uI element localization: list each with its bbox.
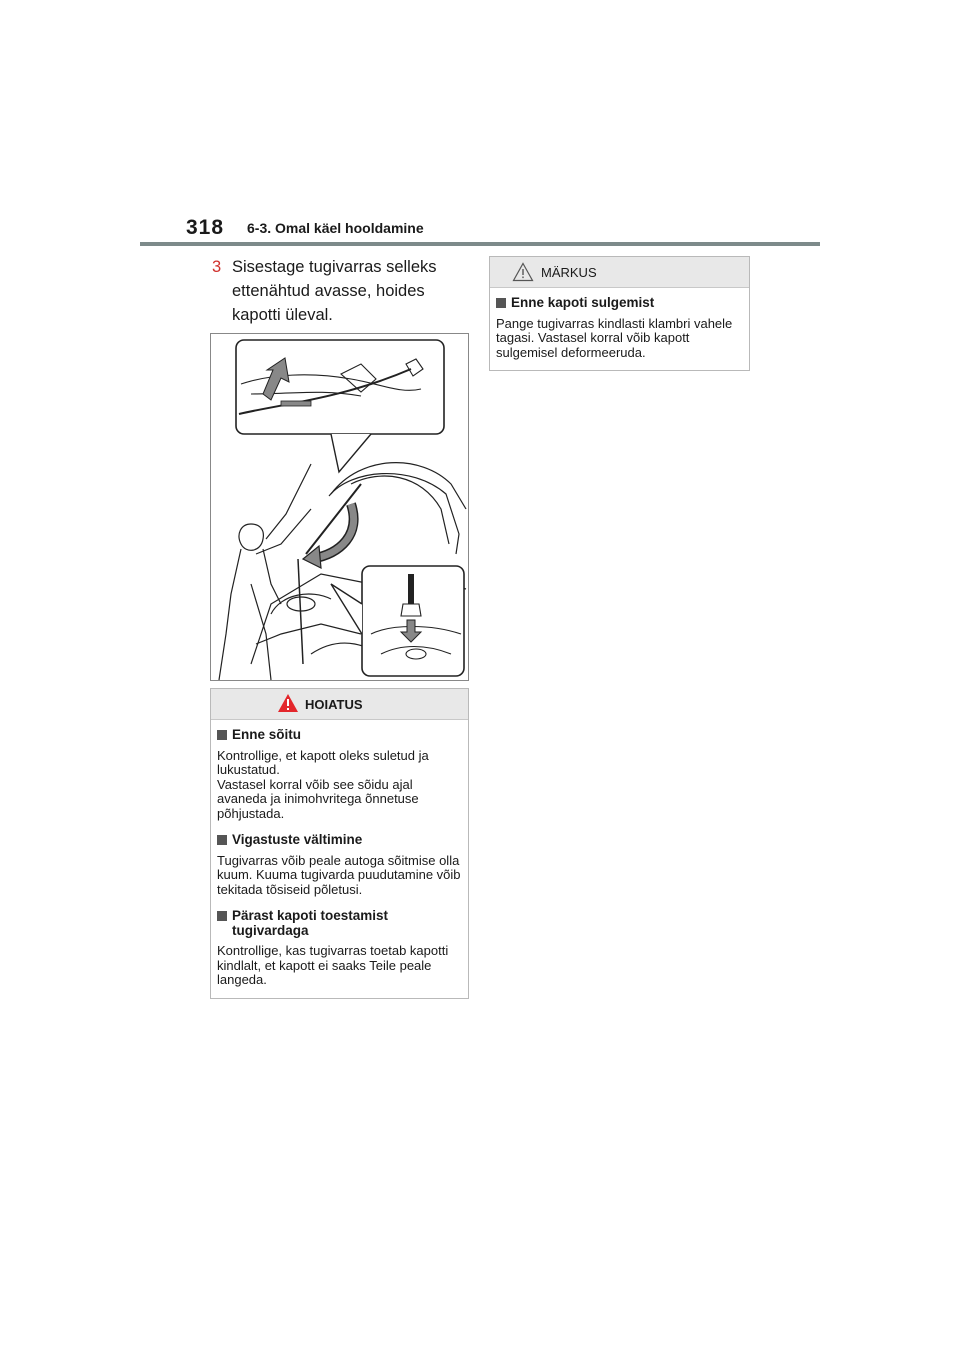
header-rule bbox=[140, 242, 820, 246]
warning-text-injury-prevention: Tugivarras võib peale autoga sõitmise olla kuum. Kuuma tugivarda puudutamine võib tekitada tõsiseid põletusi. bbox=[217, 852, 461, 897]
warning-header bbox=[211, 689, 468, 720]
notice-title: MÄRKUS bbox=[541, 265, 597, 280]
warning-heading-after-support: Pärast kapoti toestamist tugivardaga bbox=[217, 909, 462, 938]
square-bullet-icon bbox=[496, 298, 506, 308]
warning-box bbox=[210, 688, 469, 999]
notice-text-before-closing: Pange tugivarras kindlasti klambri vahele tagasi. Vastasel korral võib kapott sulgemisel deformeeruda. bbox=[496, 315, 733, 360]
hood-support-rod-illustration bbox=[211, 334, 468, 680]
step-number: 3 bbox=[212, 258, 222, 276]
warning-text-after-support: Kontrollige, kas tugivarras toetab kapotti kindlalt, et kapott ei saaks Teile peale langeda. bbox=[217, 943, 449, 987]
notice-header bbox=[490, 257, 749, 288]
notice-heading-before-closing: Enne kapoti sulgemist bbox=[496, 296, 743, 311]
warning-triangle-icon bbox=[277, 693, 299, 718]
warning-text-before-driving: Kontrollige, et kapott oleks suletud ja lukustatud. Vastasel korral võib see sõidu ajal avaneda ja inimohvritega õnnetuse põhjustada. bbox=[217, 747, 429, 821]
square-bullet-icon bbox=[217, 835, 227, 845]
square-bullet-icon bbox=[217, 730, 227, 740]
step-text: Sisestage tugivarras selleks ettenähtud avasse, hoides kapotti üleval. bbox=[232, 258, 437, 324]
page-number: 318 bbox=[186, 216, 225, 239]
warning-heading-injury-prevention: Vigastuste vältimine bbox=[217, 833, 462, 848]
warning-title: HOIATUS bbox=[305, 697, 363, 712]
section-title: 6-3. Omal käel hooldamine bbox=[247, 220, 424, 236]
caution-outline-triangle-icon bbox=[512, 262, 534, 287]
warning-heading-before-driving: Enne sõitu bbox=[217, 728, 462, 743]
step-instruction bbox=[212, 255, 472, 327]
notice-box bbox=[489, 256, 750, 371]
warning-body bbox=[211, 720, 468, 998]
hood-support-figure bbox=[210, 333, 469, 681]
notice-body bbox=[490, 288, 749, 370]
square-bullet-icon bbox=[217, 911, 227, 921]
